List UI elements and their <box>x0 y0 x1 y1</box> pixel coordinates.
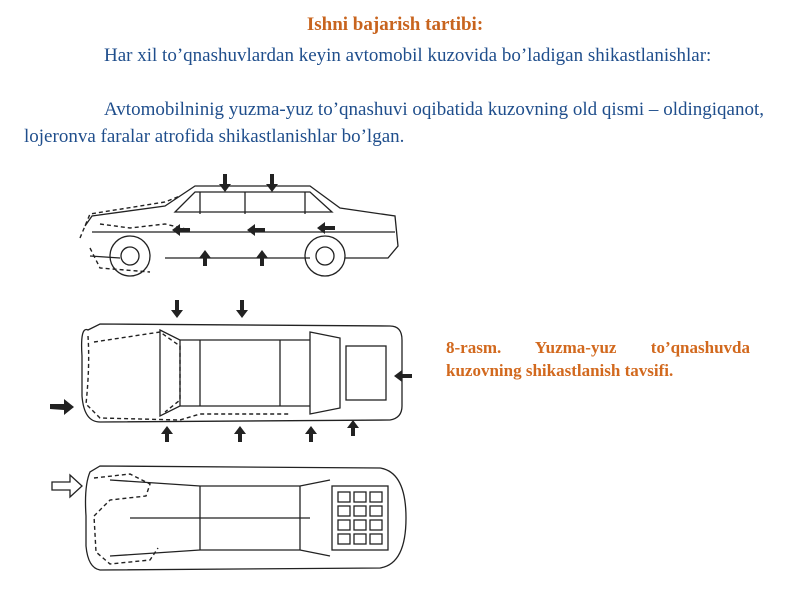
intro-paragraph: Har xil to’qnashuvlardan keyin avtomobil kuzovida bo’ladigan shikastlanishlar: <box>104 45 712 66</box>
car-side-view <box>70 168 410 283</box>
car-underbody-view <box>50 456 420 581</box>
page-title: Ishni bajarish tartibi: <box>306 14 484 35</box>
car-top-view <box>50 296 420 446</box>
figure-caption: 8-rasm. Yuzma-yuz to’qnashuvda kuzovning shikastlanish tavsifi. <box>446 338 750 380</box>
damage-paragraph: Avtomobilninig yuzma-yuz to’qnashuvi oqibatida kuzovning old qismi – oldingiqanot, lojeronva faralar atrofida shikastlanishlar bo’lgan. <box>24 99 764 147</box>
